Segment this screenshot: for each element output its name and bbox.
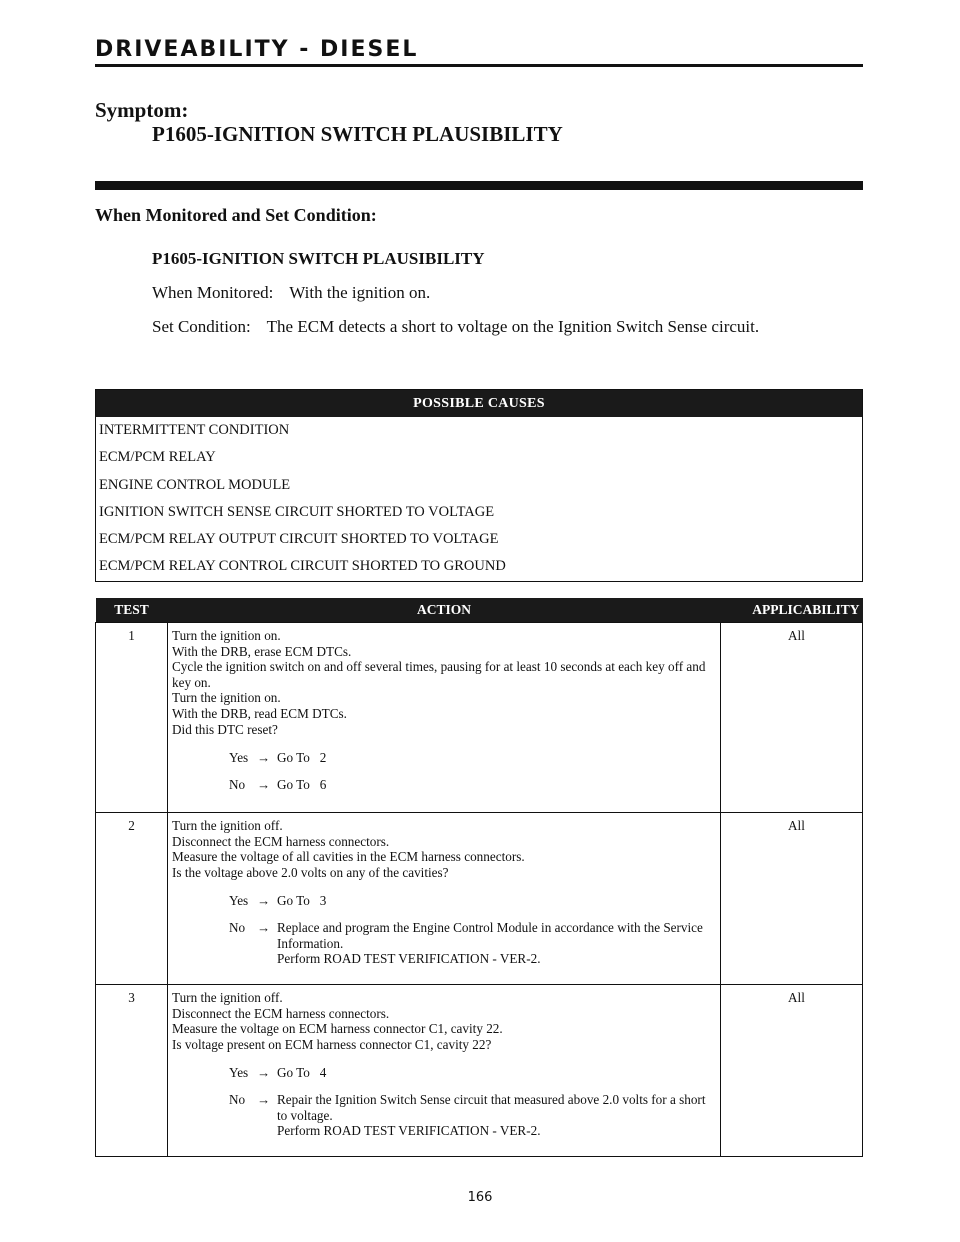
table-row	[96, 985, 863, 1157]
cause-item: ECM/PCM RELAY OUTPUT CIRCUIT SHORTED TO VOLTAGE	[99, 531, 499, 548]
yes-result: Go To 3	[277, 893, 327, 909]
action-step: Turn the ignition off.	[172, 818, 283, 833]
action-step: Is voltage present on ECM harness connector C1, cavity 22?	[172, 1036, 492, 1052]
yes-label: Yes	[229, 750, 249, 766]
yes-result: Go To 4	[277, 1065, 327, 1081]
section-title: DRIVEABILITY - DIESEL	[95, 37, 419, 62]
no-answer	[172, 920, 716, 967]
no-label: No	[229, 919, 246, 935]
yes-result: Go To 2	[277, 750, 327, 766]
set-label: Set Condition:	[152, 317, 251, 336]
action-step: Turn the ignition on.	[172, 690, 281, 706]
action-step: With the DRB, erase ECM DTCs.	[172, 643, 352, 659]
page-header	[95, 36, 863, 67]
action-step: Turn the ignition on.	[172, 628, 281, 643]
cause-item: INTERMITTENT CONDITION	[99, 422, 290, 438]
when-value: With the ignition on.	[289, 283, 431, 302]
action-step: Cycle the ignition switch on and off several times, pausing for at least 10 seconds at each key off and key on.	[172, 659, 706, 690]
test-number: 2	[96, 813, 168, 985]
action-step: Measure the voltage of all cavities in the ECM harness connectors.	[172, 849, 525, 865]
no-answer	[172, 1092, 716, 1139]
test-applicability: All	[721, 813, 863, 985]
test-action	[168, 985, 721, 1157]
symptom-code: P1605-IGNITION SWITCH PLAUSIBILITY	[152, 122, 563, 146]
col-test: TEST	[96, 598, 168, 623]
action-step: Is the voltage above 2.0 volts on any of the cavities?	[172, 864, 449, 880]
arrow-icon: →	[257, 776, 271, 792]
section-divider	[95, 181, 863, 190]
when-monitored-line	[152, 283, 875, 303]
no-result-line: Repair the Ignition Switch Sense circuit that measured above 2.0 volts for a short to voltage.	[277, 1091, 706, 1123]
set-value: The ECM detects a short to voltage on the Ignition Switch Sense circuit.	[266, 317, 760, 336]
no-result	[277, 1092, 716, 1139]
action-step: Disconnect the ECM harness connectors.	[172, 1005, 390, 1021]
action-step: Measure the voltage on ECM harness connector C1, cavity 22.	[172, 1021, 503, 1037]
cause-item: IGNITION SWITCH SENSE CIRCUIT SHORTED TO VOLTAGE	[99, 503, 495, 520]
yes-label: Yes	[229, 893, 249, 909]
yes-answer	[172, 1065, 716, 1081]
arrow-icon: →	[257, 1065, 271, 1081]
action-step: Turn the ignition off.	[172, 990, 283, 1005]
no-answer	[172, 777, 716, 793]
no-result-line: Replace and program the Engine Control Module in accordance with the Service Information.	[277, 919, 703, 951]
arrow-icon: →	[257, 893, 271, 909]
causes-heading: POSSIBLE CAUSES	[96, 390, 862, 417]
test-action	[168, 623, 721, 813]
action-step: Disconnect the ECM harness connectors.	[172, 833, 390, 849]
monitor-heading: When Monitored and Set Condition:	[95, 205, 377, 225]
cause-item: ECM/PCM RELAY CONTROL CIRCUIT SHORTED TO GROUND	[99, 558, 506, 575]
no-result: Go To 6	[277, 776, 327, 792]
cause-item: ECM/PCM RELAY	[99, 449, 216, 466]
test-action	[168, 813, 721, 985]
set-condition-line	[152, 317, 875, 337]
no-result-line: Perform ROAD TEST VERIFICATION - VER-2.	[277, 1123, 541, 1139]
table-row	[96, 813, 863, 985]
no-result-line: Perform ROAD TEST VERIFICATION - VER-2.	[277, 951, 541, 967]
test-number: 1	[96, 623, 168, 813]
test-applicability: All	[721, 985, 863, 1157]
col-applicability: APPLICABILITY	[721, 598, 863, 623]
possible-causes-table	[95, 389, 863, 582]
page-number: 166	[467, 1190, 493, 1205]
arrow-icon: →	[257, 919, 271, 935]
test-applicability: All	[721, 623, 863, 813]
header-rule	[95, 64, 863, 67]
no-result	[277, 920, 716, 967]
test-number: 3	[96, 985, 168, 1157]
yes-label: Yes	[229, 1065, 249, 1081]
monitor-dtc: P1605-IGNITION SWITCH PLAUSIBILITY	[152, 249, 485, 268]
yes-answer	[172, 893, 716, 909]
test-table-header	[96, 598, 863, 623]
col-action: ACTION	[168, 598, 721, 623]
when-label: When Monitored:	[152, 283, 274, 302]
no-label: No	[229, 1091, 246, 1107]
test-table	[95, 598, 863, 1157]
no-label: No	[229, 776, 246, 792]
yes-answer	[172, 750, 716, 766]
action-step: Did this DTC reset?	[172, 721, 278, 737]
symptom-block	[95, 98, 563, 146]
arrow-icon: →	[257, 750, 271, 766]
symptom-label: Symptom:	[95, 98, 189, 122]
cause-item: ENGINE CONTROL MODULE	[99, 476, 291, 493]
monitor-block	[95, 205, 875, 337]
table-row	[96, 623, 863, 813]
arrow-icon: →	[257, 1091, 271, 1107]
action-step: With the DRB, read ECM DTCs.	[172, 705, 347, 721]
